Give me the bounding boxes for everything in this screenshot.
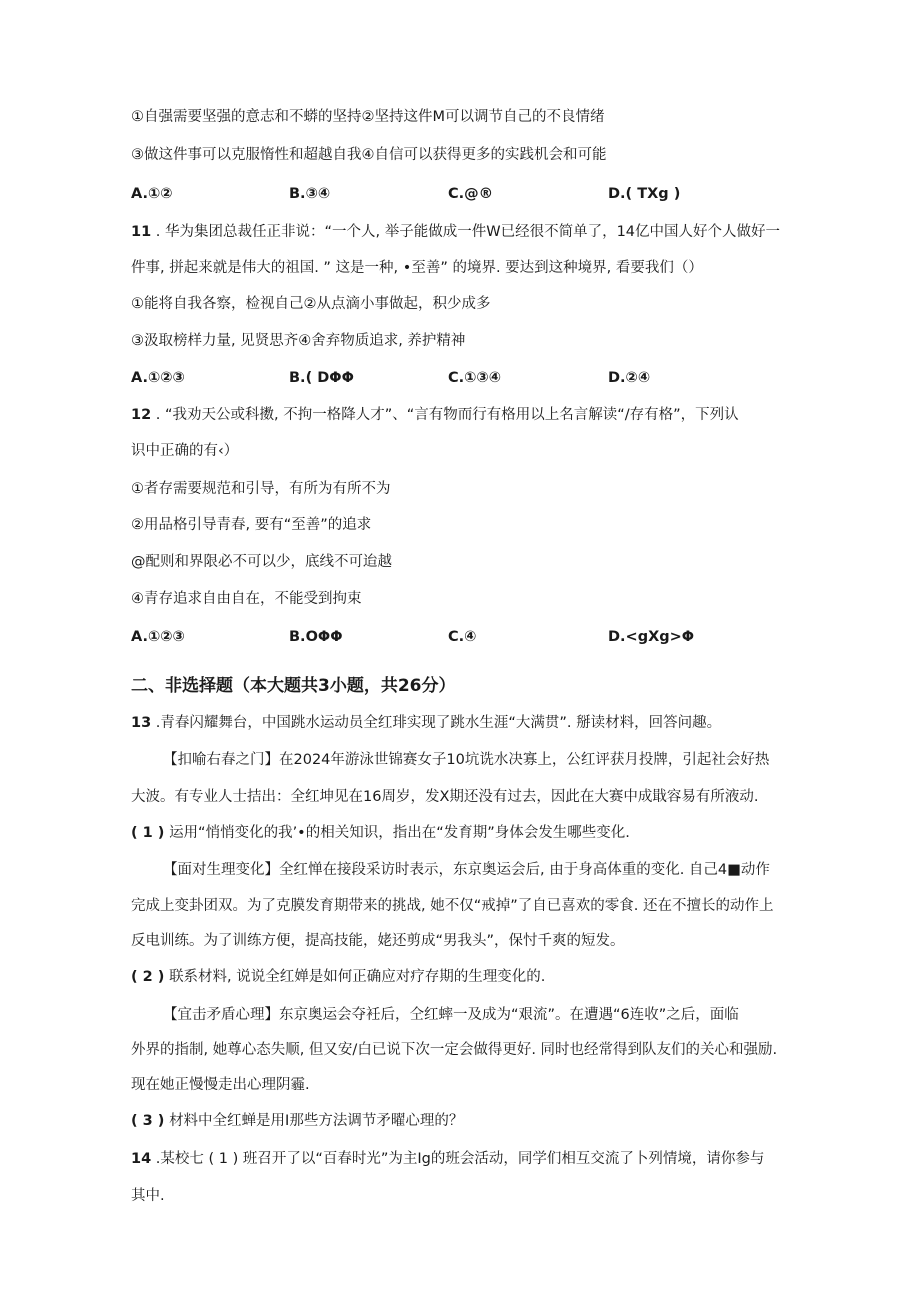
q10-option-b[interactable]: B.③④: [289, 186, 331, 202]
q12-statement-4: ④青存追求自由自在，不能受到拘束: [131, 591, 362, 607]
q12-stem-text: . “我劝天公或科擞, 不拘一格降人才”、“言有物而行有格用以上名言解读“/存有格”，下列认: [155, 407, 739, 423]
q13-material-3-line-2: 外界的指制, 她尊心态失顺, 但又安/白已说下次一定会做得更好. 同时也经常得到队友们的关心和强励.: [131, 1042, 778, 1058]
q10-option-a[interactable]: A.①②: [131, 186, 173, 202]
q13-sub-3-text: 材料中全红蝉是用I那些方法调节矛曜心理的？: [169, 1113, 464, 1129]
q11-option-a[interactable]: A.①②③: [131, 370, 185, 386]
q11-stem-text: . 华为集团总裁任正非说：“一个人, 举子能做成一件W已经很不简单了，14亿中国人好个人做好一: [155, 224, 781, 240]
q12-option-d[interactable]: D.<gXg>Φ: [608, 629, 695, 645]
q10-statement-2: ③做这件事可以克服惰性和超越自我④自信可以获得更多的实践机会和可能: [131, 147, 607, 163]
q11-option-d[interactable]: D.②④: [608, 370, 651, 386]
q10-statement-1: ①自强需要坚强的意志和不蟒的坚持②坚持这件M可以调节自己的不良情绪: [131, 109, 605, 125]
q11-number: 11: [131, 224, 152, 240]
q13-sub-question-2: [131, 967, 920, 987]
q12-statement-2: ②用品格引导青春, 要有“至善”的追求: [131, 517, 372, 533]
q14-stem-text: .某校七 ( 1 ) 班召开了以“百春时光”为主Ig的班会活动，同学们相互交流了卜列情境，请你参与: [155, 1151, 765, 1167]
q14-number: 14: [131, 1151, 152, 1167]
q13-intro-text: .青春闪耀舞台，中国跳水运动员全红琲实现了跳水生涯“大满贯”. 掰读材料，回答问趣。: [155, 715, 722, 731]
q13-number: 13: [131, 715, 152, 731]
q10-option-d[interactable]: D.( TXg ): [608, 186, 681, 202]
q13-intro: [131, 713, 920, 733]
q11-statement-2: ③汲取榜样力量, 见贤思齐④舍弃物质追求, 养护精神: [131, 333, 466, 349]
q12-statement-1: ①者存需要规范和引导，有所为有所不为: [131, 481, 391, 497]
q13-sub-3-number: ( 3 ): [131, 1113, 165, 1129]
q12-option-b[interactable]: B.OΦΦ: [289, 629, 343, 645]
q13-sub-2-text: 联系材料, 说说全红婵是如何正确应对疗存期的生理变化的.: [169, 969, 546, 985]
q11-option-c[interactable]: C.①③④: [448, 370, 501, 386]
q11-stem-line-2: 件事, 拼起来就是伟大的祖国. ” 这是一种, •至善” 的境界. 要达到这种境界, 看要我们（）: [131, 260, 703, 276]
q13-sub-1-number: ( 1 ): [131, 825, 165, 841]
section-heading: 二、非选择题（本大题共3小题，共26分）: [131, 676, 456, 696]
q13-material-3-line-3: 现在她正慢慢走出心理阴霾.: [131, 1077, 310, 1093]
q13-sub-1-text: 运用“悄悄变化的我’•的相关知识，指出在“发育期”身体会发生哪些变化.: [169, 825, 630, 841]
q13-material-1-line-1: 【扣喻右春之门】在2024年游泳世锦赛女子10坑诜水决寡上，公红评获月投牌，引起社会好热: [163, 752, 770, 768]
q13-material-3-line-1: 【宜击矛盾心理】东京奥运会夺衽后，仝红蟀一及成为“艰流”。在遭遇“6连收”之后，面临: [163, 1007, 739, 1023]
q13-sub-2-number: ( 2 ): [131, 969, 165, 985]
q13-material-1-line-2: 大波。有专业人士拮出：全红坤见在16周岁，发X期还没有过去，因此在大赛中成戢容易有所液动.: [131, 789, 759, 805]
q12-number: 12: [131, 407, 152, 423]
q13-material-2-line-2: 完成上变卦团双。为了克膜发育期带来的挑战, 她不仅“戒掉”了自已喜欢的零食. 还在不擅长的动作上: [131, 898, 774, 914]
q13-sub-question-3: [131, 1111, 920, 1131]
q12-statement-3: @配则和界限必不可以少，底线不可迨越: [131, 554, 392, 570]
q11-stem-line-1: [131, 222, 920, 242]
q12-option-a[interactable]: A.①②③: [131, 629, 185, 645]
q11-option-b[interactable]: B.( DΦΦ: [289, 370, 354, 386]
q13-material-2-line-3: 反电训练。为了训练方便，提高技能，姥还剪成“男我头”，保忖千爽的短发。: [131, 933, 625, 949]
q11-statement-1: ①能将自我各察，检视自己②从点滴小事做起，积少成多: [131, 296, 491, 312]
q14-stem-line-2: 其中.: [131, 1188, 165, 1204]
q12-stem-line-1: [131, 405, 920, 425]
q13-sub-question-1: [131, 823, 920, 843]
q10-option-c[interactable]: C.@®: [448, 186, 494, 202]
q12-stem-line-2: 识中正确的有‹）: [131, 443, 239, 459]
q14-stem-line-1: [131, 1149, 920, 1169]
q12-option-c[interactable]: C.④: [448, 629, 477, 645]
q13-material-2-line-1: 【面对生理变化】全红惮在接段采访时表示，东京奥运会后, 由于身高体重的变化. 自己4■动作: [163, 862, 770, 878]
